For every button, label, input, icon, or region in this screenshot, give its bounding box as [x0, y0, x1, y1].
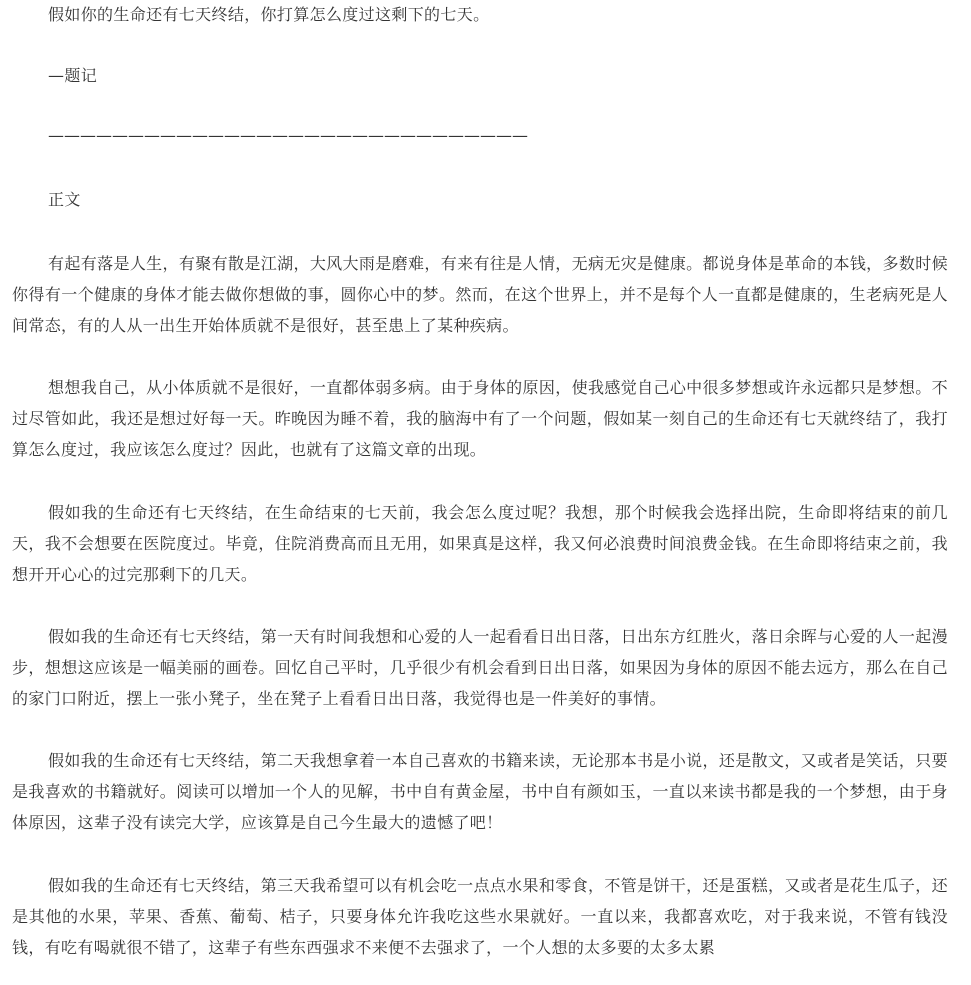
paragraph: 假如我的生命还有七天终结，在生命结束的七天前，我会怎么度过呢？我想，那个时候我会选择出院，生命即将结束的前几天，我不会想要在医院度过。毕竟，住院消费高而且无用，如果真是这样，我又何必浪费时间浪费金钱。在生命即将结束之前，我想开开心心的过完那剩下的几天。 [12, 503, 948, 584]
section-divider: —————————————————————————————— [48, 126, 528, 145]
paragraph: 有起有落是人生，有聚有散是江湖，大风大雨是磨难，有来有往是人情，无病无灾是健康。都说身体是革命的本钱，多数时候你得有一个健康的身体才能去做你想做的事，圆你心中的梦。然而，在这个世界上，并不是每个人一直都是健康的，生老病死是人间常态，有的人从一出生开始体质就不是很好，甚至患上了某种疾病。 [12, 254, 948, 335]
paragraph: 假如我的生命还有七天终结，第一天有时间我想和心爱的人一起看看日出日落，日出东方红胜火，落日余晖与心爱的人一起漫步，想想这应该是一幅美丽的画卷。回忆自己平时，几乎很少有机会看到日出日落，如果因为身体的原因不能去远方，那么在自己的家门口附近，摆上一张小凳子，坐在凳子上看看日出日落，我觉得也是一件美好的事情。 [12, 627, 948, 708]
section-heading: 正文 [48, 190, 81, 209]
paragraph: 想想我自己，从小体质就不是很好，一直都体弱多病。由于身体的原因，使我感觉自己心中很多梦想或许永远都只是梦想。不过尽管如此，我还是想过好每一天。昨晚因为睡不着，我的脑海中有了一个问题，假如某一刻自己的生命还有七天就终结了，我打算怎么度过，我应该怎么度过？因此，也就有了这篇文章的出现。 [12, 378, 948, 459]
article-signature: —题记 [48, 66, 98, 85]
paragraph: 假如我的生命还有七天终结，第二天我想拿着一本自己喜欢的书籍来读，无论那本书是小说，还是散文，又或者是笑话，只要是我喜欢的书籍就好。阅读可以增加一个人的见解，书中自有黄金屋，书中自有颜如玉，一直以来读书都是我的一个梦想，由于身体原因，这辈子没有读完大学，应该算是自己今生最大的遗憾了吧！ [12, 751, 948, 832]
article-title: 假如你的生命还有七天终结，你打算怎么度过这剩下的七天。 [48, 5, 490, 24]
paragraph: 假如我的生命还有七天终结，第三天我希望可以有机会吃一点点水果和零食，不管是饼干，还是蛋糕，又或者是花生瓜子，还是其他的水果，苹果、香蕉、葡萄、桔子，只要身体允许我吃这些水果就好。一直以来，我都喜欢吃，对于我来说，不管有钱没钱，有吃有喝就很不错了，这辈子有些东西强求不来便不去强求了，一个人想的太多要的太多太累 [12, 876, 948, 957]
